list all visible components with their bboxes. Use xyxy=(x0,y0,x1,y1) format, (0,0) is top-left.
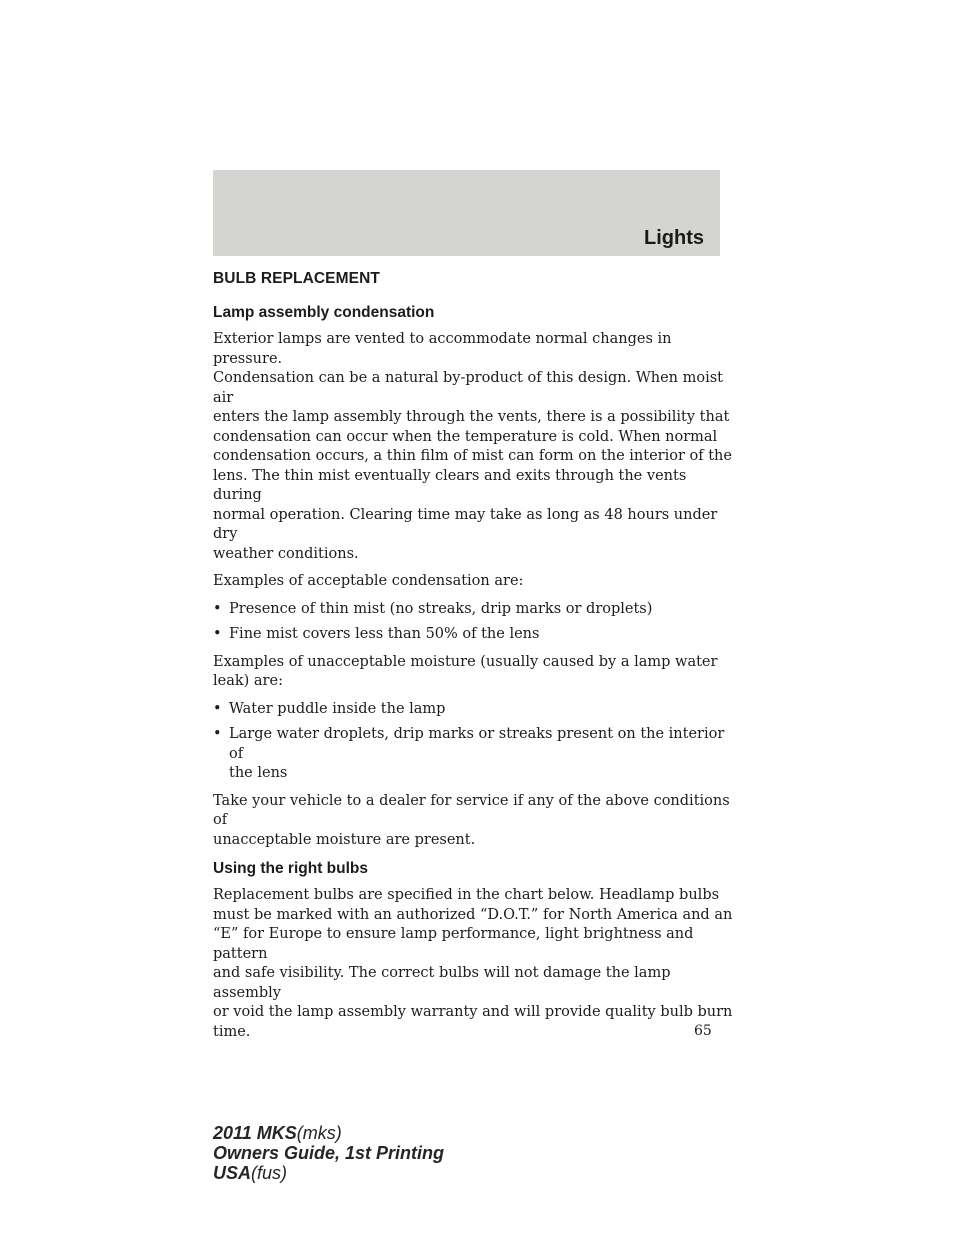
footer-market-code: (fus) xyxy=(251,1163,288,1183)
paragraph-condensation: Exterior lamps are vented to accommodate normal changes in pressure. Condensation can be a natural by-product of this design. When moist air enters the lamp assembly through the vents, there is a possibility that condensation can occur when the temperature is cold. When normal condensation occurs, a thin film of mist can form on the interior of the lens. The thin mist eventually clears and exits through the vents during normal operation. Clearing time may take as long as 48 hours under dry weather conditions. xyxy=(213,331,732,562)
unacceptable-intro: Examples of unacceptable moisture (usually caused by a lamp water leak) are: xyxy=(213,653,718,689)
list-item-text: Fine mist covers less than 50% of the lens xyxy=(229,626,540,642)
list-item-text: Presence of thin mist (no streaks, drip marks or droplets) xyxy=(229,600,653,617)
footer-printing: Owners Guide, 1st Printing xyxy=(213,1143,445,1163)
page-content xyxy=(213,268,733,1050)
list-item xyxy=(213,725,733,784)
subheading-right-bulbs: Using the right bulbs xyxy=(213,860,368,877)
print-footer xyxy=(213,1123,444,1183)
list-item xyxy=(213,600,733,620)
footer-model-code: (mks) xyxy=(296,1123,342,1143)
list-item xyxy=(213,700,733,720)
bullet-icon: • xyxy=(213,600,222,617)
main-heading: BULB REPLACEMENT xyxy=(213,270,380,287)
footer-line-market xyxy=(213,1163,444,1183)
list-item-text: Large water droplets, drip marks or streaks present on the interior of the lens xyxy=(229,726,725,781)
bullet-icon: • xyxy=(213,726,222,742)
section-header-band xyxy=(213,170,720,256)
section-title: Lights xyxy=(644,227,704,249)
paragraph-dealer: Take your vehicle to a dealer for service if any of the above conditions of unacceptable moisture are present. xyxy=(213,792,730,848)
acceptable-list xyxy=(213,600,733,645)
footer-line-model xyxy=(213,1123,444,1143)
list-item xyxy=(213,625,733,645)
bullet-icon: • xyxy=(213,626,222,642)
acceptable-intro: Examples of acceptable condensation are: xyxy=(213,573,524,589)
subheading-condensation: Lamp assembly condensation xyxy=(213,304,435,321)
unacceptable-list xyxy=(213,700,733,784)
footer-model: 2011 MKS xyxy=(213,1123,297,1143)
page-number: 65 xyxy=(694,1023,712,1039)
paragraph-bulbs: Replacement bulbs are specified in the chart below. Headlamp bulbs must be marked with an authorized “D.O.T.” for North America and an “E” for Europe to ensure lamp performance, light brightness and pattern and safe visibility. The correct bulbs will not damage the lamp assembly or void the lamp assembly warranty and will provide quality bulb burn time. xyxy=(213,887,733,1040)
list-item-text: Water puddle inside the lamp xyxy=(229,700,446,717)
footer-market: USA xyxy=(213,1163,252,1183)
bullet-icon: • xyxy=(213,700,222,717)
